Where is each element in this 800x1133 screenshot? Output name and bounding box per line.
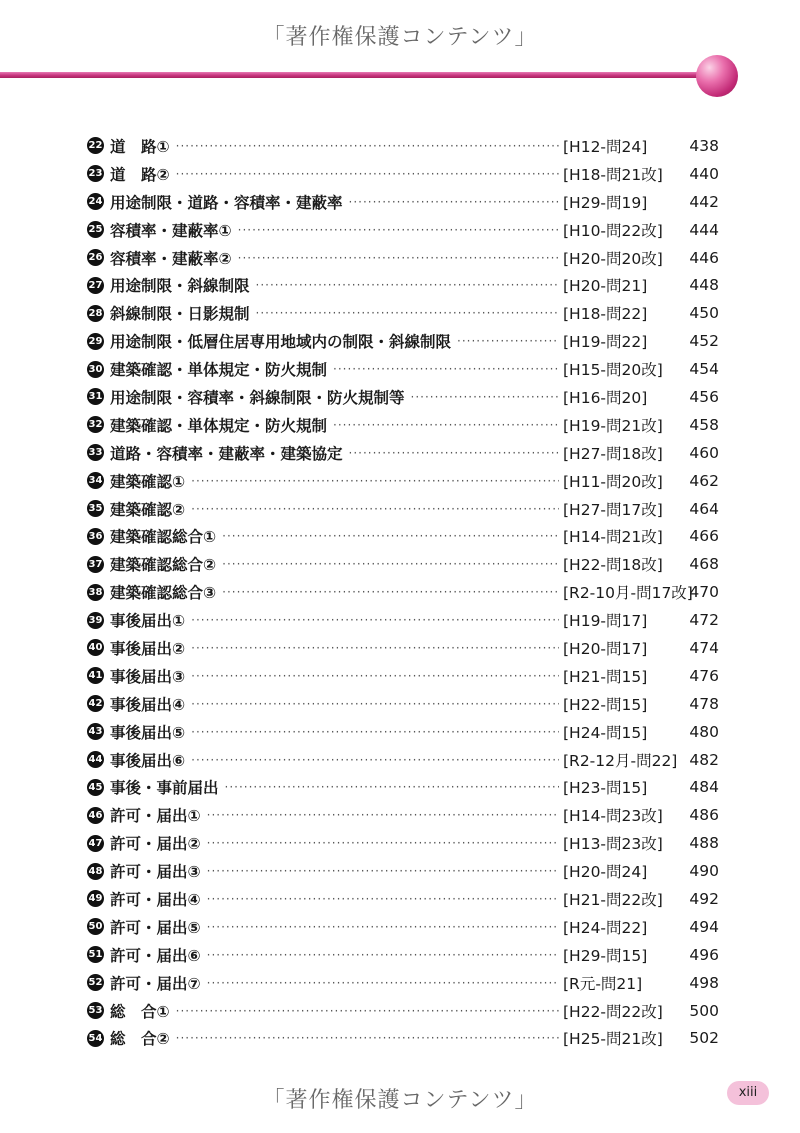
dot-leader: [207, 892, 559, 906]
entry-page-number: 484: [689, 778, 719, 797]
entry-number-badge: 54: [87, 1030, 104, 1047]
entry-source: [H15-問20改]: [563, 361, 663, 380]
entry-title: 道路・容積率・建蔽率・建築協定: [110, 444, 343, 463]
toc-row: [87, 327, 719, 355]
toc-row: [87, 801, 719, 829]
entry-number-badge: 24: [87, 193, 104, 210]
toc-row: [87, 746, 719, 774]
dot-leader: [222, 557, 559, 571]
entry-source: [H14-問23改]: [563, 807, 663, 826]
entry-number-badge: 45: [87, 779, 104, 796]
entry-source: [H11-問20改]: [563, 472, 663, 491]
entry-title: 道 路①: [110, 137, 170, 156]
toc-row: [87, 467, 719, 495]
toc-row: [87, 578, 719, 606]
dot-leader: [256, 306, 559, 320]
entry-source: [H21-問15]: [563, 667, 648, 686]
entry-source: [H25-問21改]: [563, 1030, 663, 1049]
entry-source: [H29-問19]: [563, 193, 648, 212]
entry-number-badge: 50: [87, 918, 104, 935]
entry-number-badge: 37: [87, 556, 104, 573]
dot-leader: [207, 976, 559, 990]
toc-row: [87, 244, 719, 272]
toc-row: [87, 271, 719, 299]
entry-number-badge: 32: [87, 416, 104, 433]
entry-source: [H18-問22]: [563, 305, 648, 324]
dot-leader: [457, 334, 559, 348]
dot-leader: [176, 1004, 559, 1018]
entry-number-badge: 39: [87, 612, 104, 629]
entry-title: 容積率・建蔽率②: [110, 249, 232, 268]
entry-page-number: 438: [689, 136, 719, 155]
entry-source: [H24-問22]: [563, 918, 648, 937]
entry-page-number: 466: [689, 527, 719, 546]
entry-title: 許可・届出②: [110, 835, 201, 854]
entry-title: 建築確認総合②: [110, 556, 217, 575]
entry-number-badge: 52: [87, 974, 104, 991]
entry-source: [H10-問22改]: [563, 221, 663, 240]
entry-page-number: 448: [689, 276, 719, 295]
entry-number-badge: 30: [87, 361, 104, 378]
toc-row: [87, 718, 719, 746]
entry-page-number: 456: [689, 387, 719, 406]
entry-page-number: 450: [689, 304, 719, 323]
toc-row: [87, 690, 719, 718]
entry-source: [H20-問21]: [563, 277, 648, 296]
entry-number-badge: 29: [87, 333, 104, 350]
entry-number-badge: 27: [87, 277, 104, 294]
entry-number-badge: 35: [87, 500, 104, 517]
watermark-bottom: 「著作権保護コンテンツ」: [262, 1088, 538, 1113]
entry-page-number: 444: [689, 220, 719, 239]
entry-title: 建築確認①: [110, 472, 186, 491]
entry-source: [H22-問15]: [563, 695, 648, 714]
dot-leader: [191, 502, 559, 516]
entry-page-number: 502: [689, 1029, 719, 1048]
entry-page-number: 472: [689, 611, 719, 630]
entry-page-number: 474: [689, 638, 719, 657]
dot-leader: [222, 529, 559, 543]
entry-number-badge: 38: [87, 584, 104, 601]
toc-row: [87, 857, 719, 885]
toc-row: [87, 160, 719, 188]
entry-title: 建築確認・単体規定・防火規制: [110, 361, 328, 380]
entry-number-badge: 53: [87, 1002, 104, 1019]
entry-page-number: 458: [689, 415, 719, 434]
entry-page-number: 460: [689, 443, 719, 462]
entry-page-number: 490: [689, 862, 719, 881]
dot-leader: [191, 697, 559, 711]
entry-page-number: 446: [689, 248, 719, 267]
entry-number-badge: 47: [87, 835, 104, 852]
toc-row: [87, 522, 719, 550]
entry-title: 事後届出④: [110, 695, 186, 714]
entry-title: 容積率・建蔽率①: [110, 221, 232, 240]
entry-source: [H20-問20改]: [563, 249, 663, 268]
entry-source: [H19-問22]: [563, 333, 648, 352]
toc-row: [87, 662, 719, 690]
dot-leader: [333, 418, 559, 432]
entry-title: 建築確認総合①: [110, 528, 217, 547]
toc-row: [87, 913, 719, 941]
toc-row: [87, 550, 719, 578]
toc-row: [87, 495, 719, 523]
toc-row: [87, 411, 719, 439]
toc-row: [87, 439, 719, 467]
entry-page-number: 462: [689, 471, 719, 490]
entry-page-number: 482: [689, 750, 719, 769]
entry-number-badge: 46: [87, 807, 104, 824]
toc-row: [87, 941, 719, 969]
entry-title: 総 合②: [110, 1030, 170, 1049]
entry-title: 許可・届出⑦: [110, 974, 201, 993]
entry-title: 事後届出①: [110, 612, 186, 631]
entry-title: 建築確認②: [110, 500, 186, 519]
toc-row: [87, 132, 719, 160]
dot-leader: [191, 725, 559, 739]
page-number-badge: xiii: [727, 1081, 769, 1105]
entry-title: 事後届出②: [110, 639, 186, 658]
header-bar: [0, 72, 705, 78]
toc-row: [87, 606, 719, 634]
entry-number-badge: 44: [87, 751, 104, 768]
dot-leader: [207, 948, 559, 962]
dot-leader: [349, 195, 559, 209]
entry-source: [H13-問23改]: [563, 835, 663, 854]
dot-leader: [207, 864, 559, 878]
toc-row: [87, 773, 719, 801]
entry-source: [H18-問21改]: [563, 165, 663, 184]
entry-page-number: 480: [689, 722, 719, 741]
entry-number-badge: 31: [87, 388, 104, 405]
entry-source: [H12-問24]: [563, 137, 648, 156]
entry-source: [H19-問17]: [563, 612, 648, 631]
entry-number-badge: 40: [87, 639, 104, 656]
dot-leader: [191, 669, 559, 683]
dot-leader: [191, 613, 559, 627]
entry-source: [H24-問15]: [563, 723, 648, 742]
entry-page-number: 496: [689, 945, 719, 964]
entry-source: [H27-問17改]: [563, 500, 663, 519]
entry-source: [R2-12月-問22]: [563, 751, 678, 770]
entry-title: 用途制限・容積率・斜線制限・防火規制等: [110, 388, 405, 407]
dot-leader: [411, 390, 559, 404]
entry-title: 事後届出⑥: [110, 751, 186, 770]
entry-number-badge: 42: [87, 695, 104, 712]
entry-title: 事後届出③: [110, 667, 186, 686]
entry-number-badge: 41: [87, 667, 104, 684]
entry-page-number: 440: [689, 164, 719, 183]
entry-page-number: 476: [689, 666, 719, 685]
dot-leader: [238, 223, 559, 237]
dot-leader: [191, 641, 559, 655]
dot-leader: [256, 278, 559, 292]
entry-number-badge: 49: [87, 890, 104, 907]
entry-page-number: 442: [689, 192, 719, 211]
toc-row: [87, 969, 719, 997]
entry-page-number: 468: [689, 555, 719, 574]
entry-source: [H20-問17]: [563, 639, 648, 658]
entry-number-badge: 23: [87, 165, 104, 182]
entry-number-badge: 28: [87, 305, 104, 322]
dot-leader: [207, 808, 559, 822]
entry-source: [H29-問15]: [563, 946, 648, 965]
entry-source: [H22-問18改]: [563, 556, 663, 575]
dot-leader: [176, 167, 559, 181]
entry-source: [R2-10月-問17改]: [563, 584, 693, 603]
entry-title: 用途制限・道路・容積率・建蔽率: [110, 193, 343, 212]
entry-title: 許可・届出⑤: [110, 918, 201, 937]
dot-leader: [207, 836, 559, 850]
toc-row: [87, 299, 719, 327]
entry-page-number: 470: [689, 583, 719, 602]
entry-number-badge: 43: [87, 723, 104, 740]
header-ball-ornament: [696, 55, 738, 97]
entry-title: 道 路②: [110, 165, 170, 184]
entry-source: [H14-問21改]: [563, 528, 663, 547]
dot-leader: [222, 585, 559, 599]
entry-source: [R元-問21]: [563, 974, 643, 993]
dot-leader: [176, 139, 559, 153]
entry-number-badge: 36: [87, 528, 104, 545]
entry-title: 許可・届出③: [110, 863, 201, 882]
entry-source: [H27-問18改]: [563, 444, 663, 463]
entry-page-number: 494: [689, 917, 719, 936]
entry-title: 斜線制限・日影規制: [110, 305, 250, 324]
dot-leader: [349, 446, 559, 460]
entry-source: [H19-問21改]: [563, 416, 663, 435]
entry-title: 建築確認・単体規定・防火規制: [110, 416, 328, 435]
dot-leader: [176, 1031, 559, 1045]
entry-source: [H22-問22改]: [563, 1002, 663, 1021]
dot-leader: [207, 920, 559, 934]
dot-leader: [333, 362, 559, 376]
toc-row: [87, 829, 719, 857]
toc-row: [87, 1025, 719, 1053]
entry-page-number: 478: [689, 694, 719, 713]
entry-title: 総 合①: [110, 1002, 170, 1021]
entry-title: 事後・事前届出: [110, 779, 219, 798]
table-of-contents: [87, 132, 719, 1052]
dot-leader: [238, 251, 559, 265]
entry-title: 用途制限・低層住居専用地域内の制限・斜線制限: [110, 333, 452, 352]
entry-title: 用途制限・斜線制限: [110, 277, 250, 296]
entry-title: 事後届出⑤: [110, 723, 186, 742]
toc-row: [87, 383, 719, 411]
entry-number-badge: 33: [87, 444, 104, 461]
toc-row: [87, 885, 719, 913]
entry-source: [H16-問20]: [563, 388, 648, 407]
entry-source: [H21-問22改]: [563, 890, 663, 909]
entry-page-number: 498: [689, 973, 719, 992]
entry-page-number: 452: [689, 332, 719, 351]
entry-source: [H20-問24]: [563, 863, 648, 882]
dot-leader: [191, 474, 559, 488]
entry-number-badge: 48: [87, 863, 104, 880]
entry-page-number: 454: [689, 360, 719, 379]
entry-page-number: 500: [689, 1001, 719, 1020]
entry-number-badge: 26: [87, 249, 104, 266]
toc-row: [87, 355, 719, 383]
entry-page-number: 464: [689, 499, 719, 518]
entry-number-badge: 25: [87, 221, 104, 238]
entry-page-number: 488: [689, 834, 719, 853]
entry-number-badge: 51: [87, 946, 104, 963]
entry-title: 許可・届出①: [110, 807, 201, 826]
entry-page-number: 486: [689, 806, 719, 825]
dot-leader: [191, 753, 559, 767]
entry-source: [H23-問15]: [563, 779, 648, 798]
entry-title: 許可・届出⑥: [110, 946, 201, 965]
entry-title: 建築確認総合③: [110, 584, 217, 603]
watermark-top: 「著作権保護コンテンツ」: [262, 25, 538, 50]
toc-row: [87, 997, 719, 1025]
dot-leader: [225, 780, 559, 794]
entry-number-badge: 34: [87, 472, 104, 489]
entry-page-number: 492: [689, 889, 719, 908]
toc-row: [87, 634, 719, 662]
entry-title: 許可・届出④: [110, 890, 201, 909]
toc-row: [87, 216, 719, 244]
entry-number-badge: 22: [87, 137, 104, 154]
toc-row: [87, 188, 719, 216]
